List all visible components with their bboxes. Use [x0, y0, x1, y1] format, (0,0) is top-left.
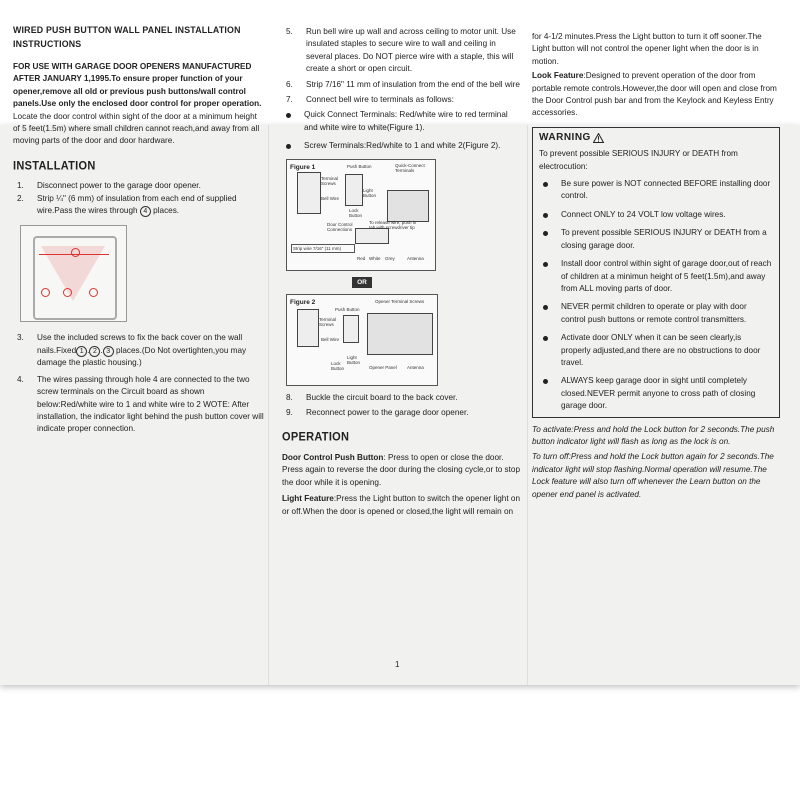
warning-intro: To prevent possible SERIOUS INJURY or DEATH from electrocution:: [539, 149, 738, 171]
bullet-screw-terminals: Screw Terminals:Red/white to 1 and white 2(Figure 2).: [282, 140, 522, 152]
back-cover-photo: [20, 225, 127, 322]
step-2: 2. Strip ¼" (6 mm) of insulation from each end of supplied wire.Pass the wires through 4 places.: [17, 193, 237, 216]
opener-panel-drawing: [367, 313, 433, 355]
step-5: 5. Run bell wire up wall and across ceiling to motor unit. Use insulated staples to secure wire to wall and ceiling in several places. Do NOT pierce wire with a staple, this will create a short or open circuit.: [286, 27, 516, 74]
activate-instructions: To activate:Press and hold the Lock button for 2 seconds.The push button indicator light will flash as long as the lock is on.: [532, 424, 775, 446]
turn-off-instructions: To turn off:Press and hold the Lock button again for 2 seconds.The indicator light will stop flashing.Normal operation will resume.The Lock feature will also turn off whenever the Learn button on the opener end panel is activated.: [532, 452, 774, 499]
intro-text: Locate the door control within sight of the door at a minimum height of 5 feet(1.5m) where small children cannot reach,and away from all moving parts of the door and door hardware.: [13, 111, 260, 146]
step-6: 6. Strip 7/16" 11 mm of insulation from the end of the bell wire: [286, 79, 520, 89]
light-feature-continued: for 4-1/2 minutes.Press the Light button to turn it off sooner.The Light button will not control the opener light when the door is in motion.: [532, 32, 762, 66]
wall-control-drawing: [297, 309, 319, 347]
step-3: 3. Use the included screws to fix the back cover on the wall nails.Fixed 1 . 2 . 3 places.(Do Not overtighten,you may damage the plastic housing.): [17, 333, 247, 368]
installation-heading: INSTALLATION: [13, 159, 96, 173]
circled-number: 4: [140, 206, 151, 217]
bullet-quick-connect: Quick Connect Terminals: Red/white wire to red terminal and white wire to white(Figure 1).: [282, 109, 522, 134]
step-9: 9. Reconnect power to the garage door opener.: [286, 408, 469, 418]
door-control-paragraph: Door Control Push Button: Press to open or close the door. Press again to reverse the door during the closing cycle,or to stop the door while it is opening.: [282, 452, 521, 487]
column-1: [13, 23, 265, 436]
lock-feature-paragraph: Look Feature:Designed to prevent operation of the door from portable remote controls.However,the door will open and close from the Door Control push bar and from the Keylock and Keyless Entry accessories.: [532, 71, 777, 118]
document-title: WIRED PUSH BUTTON WALL PANEL INSTALLATION INSTRUCTIONS: [13, 25, 241, 49]
warning-bullet: To prevent possible SERIOUS INJURY or DEATH from a closing garage door.: [539, 227, 773, 252]
fold-line: [268, 125, 269, 685]
push-button-drawing: [345, 174, 363, 206]
step-7: 7. Connect bell wire to terminals as follows:: [286, 95, 454, 105]
column-3: [532, 31, 780, 501]
circled-number: 1: [76, 346, 87, 357]
warning-bullet: Be sure power is NOT connected BEFORE installing door control.: [539, 178, 773, 203]
or-label: OR: [352, 277, 372, 288]
warning-box: [532, 127, 780, 418]
warning-bullet: Activate door ONLY when it can be seen clearly,is properly adjusted,and there are no obstructions to door travel.: [539, 332, 773, 369]
opener-panel-drawing: [387, 190, 429, 222]
push-button-drawing: [343, 315, 359, 343]
circled-number: 3: [103, 346, 114, 357]
warning-bullet: ALWAYS keep garage door in sight until completely closed.NEVER permit anyone to cross path of closing garage door.: [539, 375, 773, 412]
fold-line: [527, 125, 528, 685]
intro-bold: FOR USE WITH GARAGE DOOR OPENERS MANUFACTURED AFTER JANUARY 1,1995.To ensure proper function of your opener,remove all old or previous push buttons/wall control panels.Use only the enclosed door control for proper operation.: [13, 62, 262, 109]
step-1: 1. Disconnect power to the garage door opener.: [17, 181, 201, 191]
figure-2: Figure 2 Opener Terminal Screws Push Button Terminal Screws Bell Wire Lock Button Light Button Opener Panel Antenna: [286, 294, 438, 386]
light-feature-paragraph: Light Feature:Press the Light button to switch the opener light on or off.When the door is opened or closed,the light will remain on: [282, 494, 521, 516]
page-number: 1: [395, 660, 400, 669]
operation-heading: OPERATION: [282, 430, 350, 445]
warning-bullet: NEVER permit children to operate or play with door control push buttons or remote control transmitters.: [539, 301, 773, 326]
step-4: 4. The wires passing through hole 4 are connected to the two screw terminals on the Circuit board as shown below:Red/white wire to 1 and white wire to 2 WOTE: After installation, the indicator light behind the push button cover will indicate proper connection.: [17, 374, 264, 434]
step-8: 8. Buckle the circuit board to the back cover.: [286, 392, 458, 402]
wall-control-drawing: [297, 172, 321, 214]
connector-drawing: [355, 228, 389, 244]
warning-triangle-icon: [593, 133, 604, 143]
figure-1: Figure 1 Push Button Quick-Connect Terminals Terminal Screws Light Button Bell Wire Lock Button Door Control Connections To release wire, push in tab with screwdriver tip Strip wire 7/16" (11 mm) Red White Grey Antenna: [286, 159, 436, 271]
warning-title: WARNING: [539, 132, 773, 144]
warning-bullet: Connect ONLY to 24 VOLT low voltage wires.: [539, 209, 773, 221]
circled-number: 2: [89, 346, 100, 357]
warning-bullet: Install door control within sight of garage door,out of reach of children at a minimun height of 5 feet(1.5m),and away from ALL moving parts of door.: [539, 258, 773, 295]
column-2: [282, 26, 522, 518]
